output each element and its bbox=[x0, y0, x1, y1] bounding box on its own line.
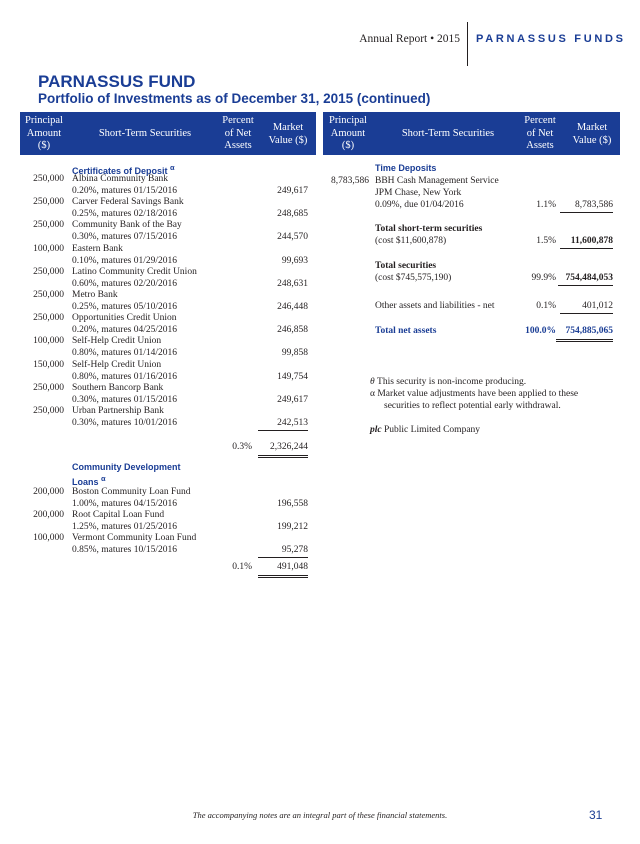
principal-amount: 250,000 bbox=[33, 406, 64, 416]
market-header-line1: Market bbox=[576, 122, 608, 133]
total-securities-value: 754,484,053 bbox=[558, 272, 613, 286]
security-header: Short-Term Securities bbox=[98, 128, 192, 139]
left-column-header bbox=[20, 112, 316, 155]
total-securities-cost: (cost $745,575,190) bbox=[375, 273, 452, 283]
market-value: 242,513 bbox=[258, 417, 308, 431]
principal-amount: 200,000 bbox=[33, 510, 64, 521]
td-principal: 8,783,586 bbox=[331, 176, 369, 186]
footnote-non-income: θ This security is non-income producing. bbox=[370, 377, 527, 387]
percent-header-line1: Percent bbox=[222, 115, 254, 126]
section-heading-cod: Certificates of Deposit $^\alpha$ bbox=[72, 163, 175, 176]
footnote-market-value-cont: securities to reflect potential early withdrawal. bbox=[384, 401, 561, 411]
security-name: Urban Partnership Bank bbox=[72, 406, 164, 416]
percent-header-line2: of Net bbox=[526, 127, 554, 139]
section-heading-cdl-line1: Community Development bbox=[72, 462, 181, 472]
section-heading-time-deposits: Time Deposits bbox=[375, 163, 437, 173]
security-name: Root Capital Loan Fund bbox=[72, 510, 165, 521]
principal-amount: 100,000 bbox=[33, 533, 64, 544]
market-header-line2: Value ($) bbox=[268, 134, 308, 146]
security-detail: 0.30%, matures 07/15/2016 bbox=[72, 232, 178, 243]
market-value: 95,278 bbox=[258, 544, 308, 558]
market-value: 248,685 bbox=[277, 209, 308, 220]
section-heading-cdl-line2: Loans $^\alpha$ bbox=[72, 474, 106, 487]
principal-header-line1: Principal bbox=[25, 115, 63, 126]
security-detail: 0.80%, matures 01/14/2016 bbox=[72, 348, 178, 359]
cdl-total-percent: 0.1% bbox=[232, 562, 252, 572]
cod-total-value: 2,326,244 bbox=[258, 441, 308, 458]
security-detail: 1.25%, matures 01/25/2016 bbox=[72, 522, 178, 533]
principal-amount: 250,000 bbox=[33, 313, 64, 324]
fund-title: PARNASSUS FUND bbox=[38, 72, 196, 91]
footnote-market-value: α Market value adjustments have been applied to these bbox=[370, 389, 579, 399]
security-detail: 0.80%, matures 01/16/2016 bbox=[72, 371, 178, 382]
percent-header-line3: Assets bbox=[224, 140, 252, 151]
security-name: Vermont Community Loan Fund bbox=[72, 533, 197, 544]
other-assets-value: 401,012 bbox=[560, 300, 613, 314]
alpha-mark: α bbox=[170, 163, 175, 172]
percent-header-line2: of Net bbox=[224, 127, 252, 139]
market-value: 244,570 bbox=[277, 232, 308, 243]
principal-amount: 250,000 bbox=[33, 174, 64, 184]
security-name: Southern Bancorp Bank bbox=[72, 382, 164, 393]
td-detail: 0.09%, due 01/04/2016 bbox=[375, 200, 464, 210]
principal-header-line1: Principal bbox=[329, 115, 367, 126]
footer-note: The accompanying notes are an integral part of these financial statements. bbox=[192, 810, 448, 820]
market-header-line2: Value ($) bbox=[572, 134, 612, 146]
principal-amount: 100,000 bbox=[33, 336, 64, 347]
percent-header-line3: Assets bbox=[526, 140, 554, 151]
security-detail: 0.10%, matures 01/29/2016 bbox=[72, 255, 178, 266]
market-value: 249,617 bbox=[277, 186, 308, 196]
market-value: 149,754 bbox=[277, 371, 308, 382]
principal-amount: 100,000 bbox=[33, 243, 64, 254]
plc-symbol: plc bbox=[370, 425, 382, 435]
total-short-term-label: Total short-term securities bbox=[375, 224, 483, 234]
security-detail: 1.00%, matures 04/15/2016 bbox=[72, 499, 178, 509]
principal-amount: 250,000 bbox=[33, 290, 64, 300]
total-net-assets-label: Total net assets bbox=[375, 326, 437, 336]
principal-amount: 250,000 bbox=[33, 266, 64, 277]
principal-header-line3: ($) bbox=[37, 140, 51, 151]
market-value: 249,617 bbox=[277, 394, 308, 405]
security-name: Self-Help Credit Union bbox=[72, 336, 162, 347]
market-value: 248,631 bbox=[277, 278, 308, 289]
market-value: 199,212 bbox=[277, 522, 308, 533]
security-name: Opportunities Credit Union bbox=[72, 313, 177, 324]
security-name: Boston Community Loan Fund bbox=[72, 487, 191, 497]
footnote-plc: plc Public Limited Company bbox=[370, 425, 481, 435]
principal-amount: 250,000 bbox=[33, 197, 64, 208]
security-detail: 0.25%, matures 05/10/2016 bbox=[72, 302, 178, 312]
other-assets-percent: 0.1% bbox=[536, 301, 556, 311]
principal-amount: 150,000 bbox=[33, 359, 64, 370]
principal-amount: 200,000 bbox=[33, 487, 64, 497]
security-header: Short-Term Securities bbox=[401, 128, 495, 139]
total-net-assets-value: 754,885,065 bbox=[556, 325, 613, 342]
security-detail: 0.30%, matures 01/15/2016 bbox=[72, 394, 178, 405]
security-detail: 0.20%, matures 04/25/2016 bbox=[72, 325, 178, 336]
security-detail: 0.30%, matures 10/01/2016 bbox=[72, 418, 178, 428]
right-column-header bbox=[323, 112, 620, 155]
td-name-2: JPM Chase, New York bbox=[375, 188, 462, 198]
alpha-symbol: α bbox=[370, 389, 375, 399]
security-name: Self-Help Credit Union bbox=[72, 359, 162, 370]
security-name: Community Bank of the Bay bbox=[72, 220, 182, 231]
total-net-assets-percent: 100.0% bbox=[525, 326, 556, 336]
brand-name: PARNASSUS FUNDS bbox=[476, 33, 626, 45]
security-name: Metro Bank bbox=[72, 290, 118, 300]
security-name: Eastern Bank bbox=[72, 243, 123, 254]
principal-header-line3: ($) bbox=[341, 140, 355, 151]
security-detail: 0.60%, matures 02/20/2016 bbox=[72, 278, 178, 289]
market-value: 99,858 bbox=[281, 348, 308, 359]
security-detail: 0.20%, matures 01/15/2016 bbox=[72, 186, 178, 196]
total-short-term-cost: (cost $11,600,878) bbox=[375, 236, 447, 246]
page-subtitle: Portfolio of Investments as of December 31, 2015 (continued) bbox=[38, 91, 431, 106]
td-percent: 1.1% bbox=[536, 200, 556, 210]
td-name-1: BBH Cash Management Service bbox=[375, 176, 499, 186]
security-detail: 0.85%, matures 10/15/2016 bbox=[72, 545, 178, 556]
principal-header-line2: Amount bbox=[330, 127, 366, 139]
cod-total-percent: 0.3% bbox=[232, 442, 252, 452]
report-label: Annual Report • 2015 bbox=[359, 33, 460, 45]
percent-header-line1: Percent bbox=[524, 115, 556, 126]
other-assets-label: Other assets and liabilities - net bbox=[375, 301, 495, 311]
principal-amount: 250,000 bbox=[33, 220, 64, 231]
total-short-term-percent: 1.5% bbox=[536, 236, 556, 246]
security-detail: 0.25%, matures 02/18/2016 bbox=[72, 209, 178, 220]
market-value: 246,858 bbox=[277, 325, 308, 336]
security-name: Albina Community Bank bbox=[72, 174, 169, 184]
principal-amount: 250,000 bbox=[33, 382, 64, 393]
total-short-term-value: 11,600,878 bbox=[560, 235, 613, 249]
market-header-line1: Market bbox=[272, 122, 304, 133]
security-name: Latino Community Credit Union bbox=[72, 266, 197, 277]
td-value: 8,783,586 bbox=[560, 199, 613, 213]
page-number: 31 bbox=[589, 808, 603, 822]
header-divider bbox=[467, 22, 468, 66]
alpha-mark: α bbox=[101, 474, 106, 483]
market-value: 99,693 bbox=[281, 255, 308, 266]
cdl-total-value: 491,048 bbox=[258, 561, 308, 578]
total-securities-label: Total securities bbox=[375, 261, 437, 271]
theta-symbol: θ bbox=[370, 377, 375, 387]
principal-header-line2: Amount bbox=[26, 127, 62, 139]
market-value: 246,448 bbox=[277, 302, 308, 312]
market-value: 196,558 bbox=[277, 499, 308, 509]
total-securities-percent: 99.9% bbox=[531, 273, 556, 283]
security-name: Carver Federal Savings Bank bbox=[72, 197, 184, 208]
